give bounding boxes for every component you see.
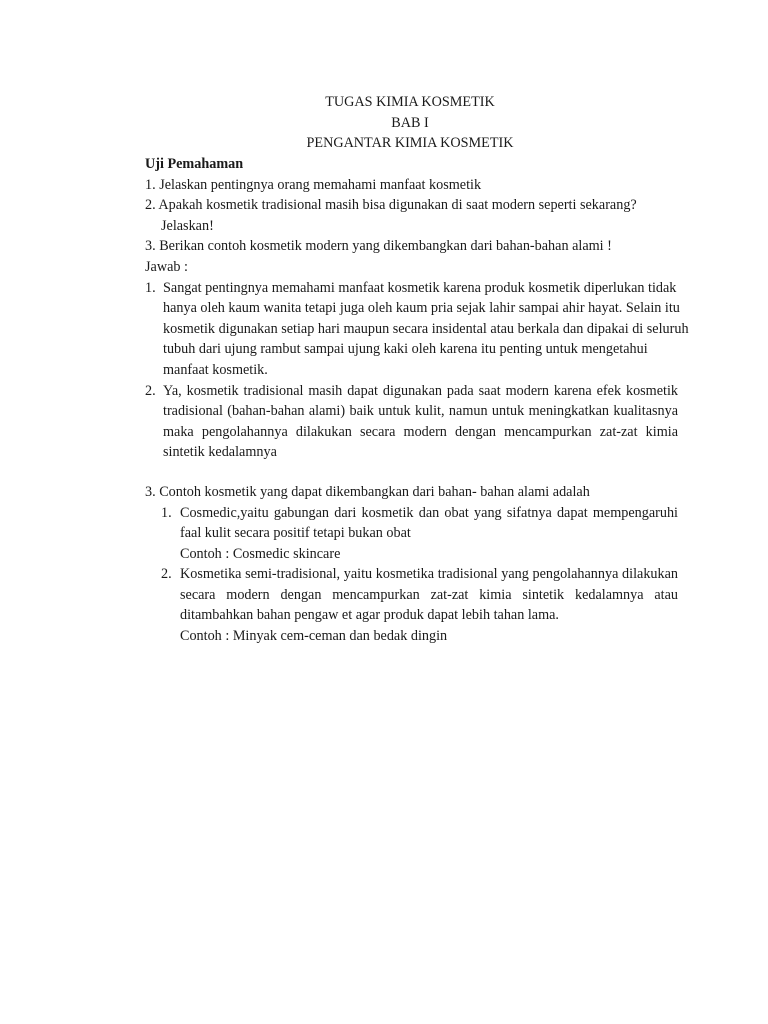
paragraph-gap	[145, 463, 678, 482]
document-header	[0, 92, 768, 154]
answer-3-item-1-number: 1.	[161, 504, 172, 521]
answer-1-number: 1.	[145, 279, 156, 296]
answer-3-item-1-text: Cosmedic,yaitu gabungan dari kosmetik dan obat yang sifatnya dapat mempengaruhi faal kulit secara positif tetapi bukan obat	[180, 504, 678, 542]
answer-2-text: Ya, kosmetik tradisional masih dapat digunakan pada saat modern karena efek kosmetik tradisional (bahan-bahan alami) baik untuk kulit, namun untuk meningkatkan kualitasnya maka pengolahannya dilakukan secara modern dengan mencampurkan zat-zat kimia sintetik kedalamnya	[163, 382, 678, 461]
answer-2-number: 2.	[145, 382, 156, 399]
document-body	[145, 154, 689, 647]
answer-3-item-2	[145, 564, 678, 626]
answer-3-item-2-example: Contoh : Minyak cem-ceman dan bedak dingin	[180, 628, 448, 645]
answer-3-item-1	[145, 503, 678, 544]
answer-3-item-2-number: 2.	[161, 566, 172, 583]
question-1: 1. Jelaskan pentingnya orang memahami manfaat kosmetik	[145, 176, 482, 193]
question-3: 3. Berikan contoh kosmetik modern yang dikembangkan dari bahan-bahan alami !	[145, 238, 612, 255]
section-title: Uji Pemahaman	[145, 156, 244, 172]
chapter-label: BAB I	[391, 114, 429, 131]
answer-3-item-1-example: Contoh : Cosmedic skincare	[180, 545, 341, 562]
answer-1-text: Sangat pentingnya memahami manfaat kosmetik karena produk kosmetik diperlukan tidak hanya oleh kaum wanita tetapi juga oleh kaum pria sejak lahir sampai ahir hayat. Selain itu kosmetik digunakan setiap hari maupun secara insidental atau berkala dan dipakai di seluruh tubuh dari ujung rambut sampai ujung kaki oleh karena itu penting untuk mengetahui manfaat kosmetik.	[163, 279, 689, 378]
question-2: 2. Apakah kosmetik tradisional masih bisa digunakan di saat modern seperti sekarang? Jelaskan!	[145, 197, 637, 234]
chapter-title: PENGANTAR KIMIA KOSMETIK	[306, 135, 514, 152]
answer-3-item-2-text: Kosmetika semi-tradisional, yaitu kosmetika tradisional yang pengolahannya dilakukan secara modern dengan mencampurkan zat-zat kimia sintetik kedalamnya atau ditambahkan bahan pengaw et agar produk dapat lebih tahan lama.	[180, 566, 678, 624]
answer-3-intro: 3. Contoh kosmetik yang dapat dikembangkan dari bahan- bahan alami adalah	[145, 483, 590, 500]
answer-label: Jawab :	[145, 258, 188, 275]
answer-1	[145, 278, 693, 381]
assignment-title: TUGAS KIMIA KOSMETIK	[325, 94, 495, 110]
answer-2	[145, 381, 678, 463]
